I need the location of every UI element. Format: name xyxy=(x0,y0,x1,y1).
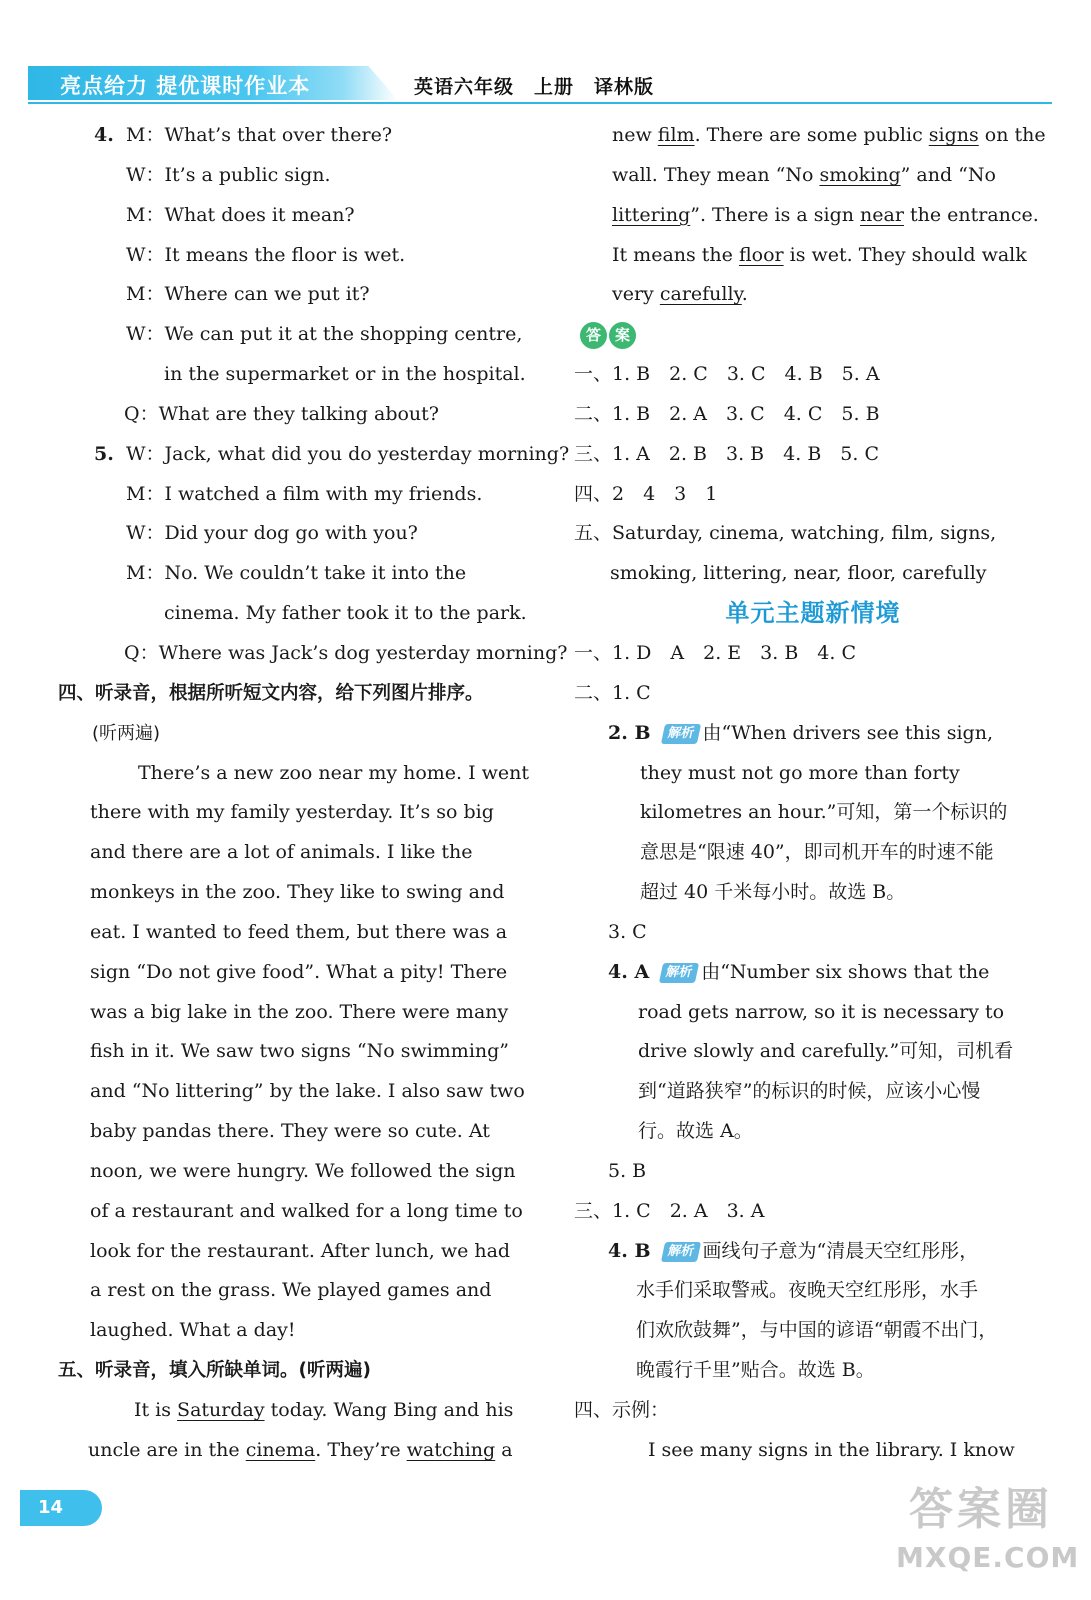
filled-blank: littering xyxy=(612,203,691,226)
filled-blank: smoking xyxy=(819,163,901,186)
passage-line: baby pandas there. They were so cute. At xyxy=(90,1120,490,1143)
explanation-line: 晚霞行千里”贴合。故选 B。 xyxy=(636,1359,875,1382)
dialogue-5-line: cinema. My father took it to the park. xyxy=(164,602,527,625)
dialogue-4-line: W：We can put it at the shopping centre, xyxy=(126,323,523,346)
filled-blank: near xyxy=(860,203,904,226)
passage-line: was a big lake in the zoo. There were many xyxy=(90,1000,509,1023)
dialogue-4-line: in the supermarket or in the hospital. xyxy=(164,363,526,386)
section-4-note: (听两遍) xyxy=(92,722,161,744)
right-column xyxy=(574,116,1052,1471)
passage-fill-line: new film. There are some public signs on the xyxy=(612,124,1046,146)
dialogue-5-line: M：No. We couldn’t take it into the xyxy=(126,562,467,585)
analysis-tag: 解析 xyxy=(659,963,699,983)
question-number: 5. xyxy=(94,442,114,465)
filled-blank: floor xyxy=(738,243,784,266)
answer-row: 五、Saturday, cinema, watching, film, signs, xyxy=(574,522,997,545)
dialogue-5-line: 5. W：Jack, what did you do yesterday morning? xyxy=(58,435,536,475)
page-header xyxy=(28,66,1052,104)
filled-blank: watching xyxy=(406,1438,496,1461)
watermark: 答案圈 MXQE.COM xyxy=(896,1484,1080,1574)
answer-row: 5. B xyxy=(608,1159,647,1182)
passage-fill-line: wall. They mean “No smoking” and “No xyxy=(612,163,996,186)
passage-fill-line: uncle are in the cinema. They’re watching a xyxy=(88,1438,513,1461)
passage-line: look for the restaurant. After lunch, we had xyxy=(90,1239,511,1262)
explanation-line: they must not go more than forty xyxy=(640,761,960,784)
filled-blank: signs xyxy=(928,124,979,146)
dialogue-4-line: W：It means the floor is wet. xyxy=(126,243,406,266)
section-title: 单元主题新情境 xyxy=(725,599,901,628)
section-4-heading: 四、听录音，根据所听短文内容，给下列图片排序。 xyxy=(58,682,484,704)
book-subject: 英语六年级 上册 译林版 xyxy=(414,76,655,98)
explanation-line: kilometres an hour.”可知，第一个标识的 xyxy=(640,801,1008,824)
passage-line: eat. I wanted to feed them, but there was a xyxy=(90,920,508,943)
analysis-tag: 解析 xyxy=(660,724,700,744)
passage-line: fish in it. We saw two signs “No swimming” xyxy=(90,1040,510,1063)
explanation-line: 2. B 解析 由“When drivers see this sign, xyxy=(608,721,993,744)
question-number: 4. xyxy=(94,124,114,146)
answer-badge-char: 答 xyxy=(580,322,607,349)
explanation-line: road gets narrow, so it is necessary to xyxy=(638,1000,1005,1023)
answer-row: 三、1. C 2. A 3. A xyxy=(574,1199,765,1222)
dialogue-5-line: W：Did your dog go with you? xyxy=(126,522,418,545)
answer-row: 二、1. C xyxy=(574,681,651,704)
passage-line: there with my family yesterday. It’s so big xyxy=(90,801,494,824)
explanation-line: 4. B 解析 画线句子意为“清晨天空红彤彤， xyxy=(608,1239,979,1262)
explanation-line: 超过 40 千米每小时。故选 B。 xyxy=(640,881,906,904)
dialogue-4-line: W：It’s a public sign. xyxy=(126,163,331,186)
explanation-line: 行。故选 A。 xyxy=(638,1120,753,1143)
answer-badge xyxy=(574,315,1052,355)
filled-blank: film xyxy=(657,124,695,146)
passage-fill-line: littering”. There is a sign near the entrance. xyxy=(612,203,1039,226)
answer-row: 一、1. B 2. C 3. C 4. B 5. A xyxy=(574,363,880,386)
filled-blank: Saturday xyxy=(177,1399,265,1421)
passage-zoo xyxy=(58,754,536,1352)
page-number: 14 xyxy=(20,1490,102,1526)
explanation-line: 水手们采取警戒。夜晚天空红彤彤，水手 xyxy=(636,1279,979,1302)
dialogue-5-question: Q：Where was Jack’s dog yesterday morning? xyxy=(124,641,568,664)
passage-line: of a restaurant and walked for a long time to xyxy=(90,1199,523,1222)
answer-row: 四、2 4 3 1 xyxy=(574,482,718,505)
dialogue-4-line: M：What does it mean? xyxy=(126,203,355,226)
explanation-line: 们欢欣鼓舞”，与中国的谚语“朝霞不出门， xyxy=(636,1319,998,1342)
filled-blank: carefully xyxy=(659,283,742,306)
passage-line: monkeys in the zoo. They like to swing and xyxy=(90,881,505,904)
answer-row: 一、1. D A 2. E 3. B 4. C xyxy=(574,641,856,664)
passage-fill-line: It means the floor is wet. They should walk xyxy=(612,243,1027,266)
answer-row: smoking, littering, near, floor, carefully xyxy=(610,562,987,585)
passage-line: There’s a new zoo near my home. I went xyxy=(138,761,530,784)
passage-line: laughed. What a day! xyxy=(90,1319,296,1342)
passage-line: and there are a lot of animals. I like the xyxy=(90,841,473,864)
passage-line: a rest on the grass. We played games and xyxy=(90,1279,492,1302)
answer-badge-char: 案 xyxy=(609,322,636,349)
explanation-line: 到“道路狭窄”的标识的时候，应该小心慢 xyxy=(638,1080,981,1103)
header-rule xyxy=(28,102,1052,104)
section-5-heading: 五、听录音，填入所缺单词。(听两遍) xyxy=(58,1360,371,1382)
dialogue-4-line: M：Where can we put it? xyxy=(126,283,370,306)
example-line: I see many signs in the library. I know xyxy=(648,1438,1015,1461)
analysis-tag: 解析 xyxy=(660,1242,700,1262)
passage-line: sign “Do not give food”. What a pity! There xyxy=(90,960,508,983)
dialogue-4-question: Q：What are they talking about? xyxy=(124,402,439,425)
filled-blank: cinema xyxy=(245,1438,316,1461)
explanation-line: drive slowly and carefully.”可知，司机看 xyxy=(638,1040,1014,1063)
dialogue-5-line: M：I watched a film with my friends. xyxy=(126,482,483,505)
answer-row: 三、1. A 2. B 3. B 4. B 5. C xyxy=(574,442,879,465)
dialogue-4-line: 4. M：What’s that over there? xyxy=(58,116,536,156)
answer-row: 四、示例： xyxy=(574,1399,670,1421)
passage-line: and “No littering” by the lake. I also saw two xyxy=(90,1080,525,1103)
answer-row: 3. C xyxy=(608,920,647,943)
passage-fill-line: It is Saturday today. Wang Bing and his xyxy=(134,1399,514,1421)
passage-fill-line: very carefully. xyxy=(612,283,748,306)
passage-line: noon, we were hungry. We followed the sign xyxy=(90,1159,516,1182)
explanation-line: 意思是“限速 40”，即司机开车的时速不能 xyxy=(640,841,994,864)
book-title: 亮点给力 提优课时作业本 xyxy=(60,74,311,98)
answer-row: 二、1. B 2. A 3. C 4. C 5. B xyxy=(574,402,880,425)
explanation-line: 4. A 解析 由“Number six shows that the xyxy=(608,960,990,983)
left-column xyxy=(58,116,570,1471)
